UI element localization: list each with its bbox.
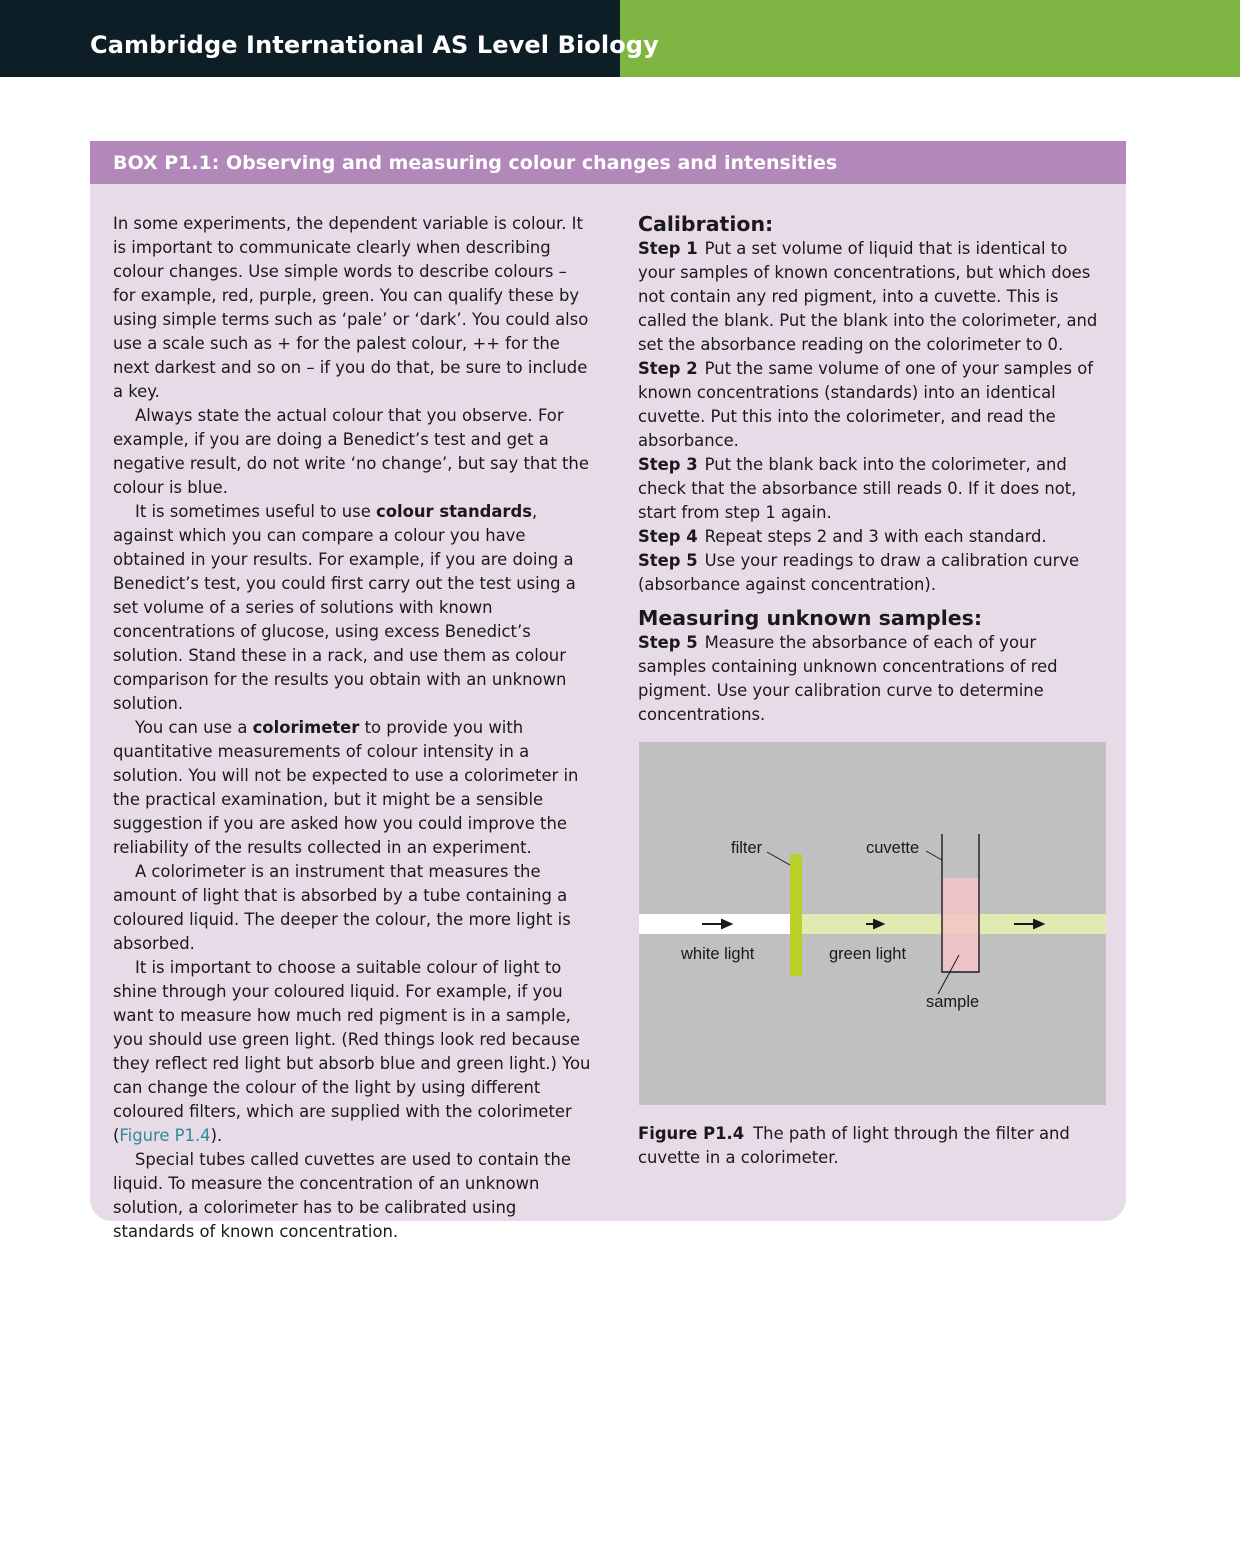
step-label: Step 1 bbox=[638, 239, 698, 258]
caption-text: The path of light through the filter and cuvette in a colorimeter. bbox=[638, 1124, 1070, 1167]
step-text: Put the blank back into the colorimeter, and check that the absorbance still reads 0. If it does not, start from step 1 again. bbox=[638, 455, 1077, 522]
step-text: Put the same volume of one of your samples of known concentrations (standards) into an identical cuvette. Put this into the colorimeter, and read the absorbance. bbox=[638, 359, 1094, 450]
paragraph-colour-standards bbox=[113, 500, 593, 716]
green-light-label: green light bbox=[829, 945, 907, 963]
filter-plate bbox=[790, 854, 802, 976]
step-1 bbox=[638, 237, 1103, 357]
colorimeter-diagram bbox=[639, 742, 1106, 1105]
caption-label: Figure P1.4 bbox=[638, 1124, 745, 1143]
calibration-heading: Calibration: bbox=[638, 212, 774, 236]
paragraph-cuvettes: Special tubes called cuvettes are used to contain the liquid. To measure the concentration of an unknown solution, a colorimeter has to be calibrated using standards of known concentration. bbox=[113, 1150, 572, 1241]
box-title: BOX P1.1: Observing and measuring colour changes and intensities bbox=[113, 152, 838, 174]
step-label: Step 5 bbox=[638, 551, 698, 570]
step-3 bbox=[638, 453, 1103, 525]
text-span: You can use a bbox=[135, 718, 253, 737]
step-text: Measure the absorbance of each of your samples containing unknown concentrations of red pigment. Use your calibration curve to determine concentrations. bbox=[638, 633, 1058, 724]
sample-label: sample bbox=[926, 993, 980, 1011]
figure-caption bbox=[638, 1122, 1108, 1170]
step-label: Step 3 bbox=[638, 455, 698, 474]
paragraph-actual-colour: Always state the actual colour that you observe. For example, if you are doing a Benedict’s test and get a negative result, do not write ‘no change’, but say that the colour is blue. bbox=[113, 406, 589, 497]
cuvette-label: cuvette bbox=[866, 839, 920, 857]
measuring-heading: Measuring unknown samples: bbox=[638, 606, 983, 630]
step-text: Put a set volume of liquid that is identical to your samples of known concentrations, but which does not contain any red pigment, into a cuvette. This is called the blank. Put the blank into the colorimeter, and set the absorbance reading on the colorimeter to 0. bbox=[638, 239, 1098, 354]
book-title: Cambridge International AS Level Biology bbox=[90, 31, 659, 59]
paragraph-light-colour bbox=[113, 956, 593, 1148]
term-colour-standards: colour standards bbox=[376, 502, 532, 521]
left-column bbox=[113, 212, 593, 1244]
paragraph-colour-intro: In some experiments, the dependent variable is colour. It is important to communicate clearly when describing colour changes. Use simple words to describe colours – for example, red, purple, green. You can qualify these by using simple terms such as ‘pale’ or ‘dark’. You could also use a scale such as + for the palest colour, ++ for the next darkest and so on – if you do that, be sure to include a key. bbox=[113, 214, 589, 401]
step-label: Step 4 bbox=[638, 527, 698, 546]
step-text: Repeat steps 2 and 3 with each standard. bbox=[704, 527, 1047, 546]
colorimeter-figure bbox=[639, 742, 1106, 1105]
step-5 bbox=[638, 549, 1103, 597]
measuring-step bbox=[638, 631, 1103, 727]
text-span: to provide you with quantitative measurements of colour intensity in a solution. You will not be expected to use a colorimeter in the practical examination, but it might be a sensible suggestion if you are asked how you could improve the reliability of the results collected in an experiment. bbox=[113, 718, 579, 857]
text-span: It is sometimes useful to use bbox=[135, 502, 376, 521]
paragraph-colorimeter-definition: A colorimeter is an instrument that measures the amount of light that is absorbed by a tube containing a coloured liquid. The deeper the colour, the more light is absorbed. bbox=[113, 862, 571, 953]
text-span: ). bbox=[210, 1126, 223, 1145]
filter-label: filter bbox=[731, 839, 763, 857]
step-4 bbox=[638, 525, 1103, 549]
white-light-label: white light bbox=[681, 945, 755, 963]
sample-liquid bbox=[942, 878, 979, 972]
info-box bbox=[90, 141, 1126, 1241]
step-2 bbox=[638, 357, 1103, 453]
paragraph-colorimeter bbox=[113, 716, 593, 860]
header-bar-green bbox=[620, 0, 1240, 77]
step-label: Step 5 bbox=[638, 633, 698, 652]
step-label: Step 2 bbox=[638, 359, 698, 378]
text-span: It is important to choose a suitable colour of light to shine through your coloured liquid. For example, if you want to measure how much red pigment is in a sample, you should use green light. (Red things look red because they reflect red light but absorb blue and green light.) You can change the colour of the light by using different coloured filters, which are supplied with the colorimeter ( bbox=[113, 958, 591, 1145]
term-colorimeter: colorimeter bbox=[252, 718, 360, 737]
text-span: , against which you can compare a colour you have obtained in your results. For example, if you are doing a Benedict’s test, you could first carry out the test using a set volume of a series of solutions with known concentrations of glucose, using excess Benedict’s solution. Stand these in a rack, and use them as colour comparison for the results you obtain with an unknown solution. bbox=[113, 502, 576, 713]
box-header bbox=[90, 141, 1126, 184]
step-text: Use your readings to draw a calibration curve (absorbance against concentration). bbox=[638, 551, 1080, 594]
right-column bbox=[638, 211, 1103, 727]
figure-link[interactable]: Figure P1.4 bbox=[119, 1126, 211, 1145]
